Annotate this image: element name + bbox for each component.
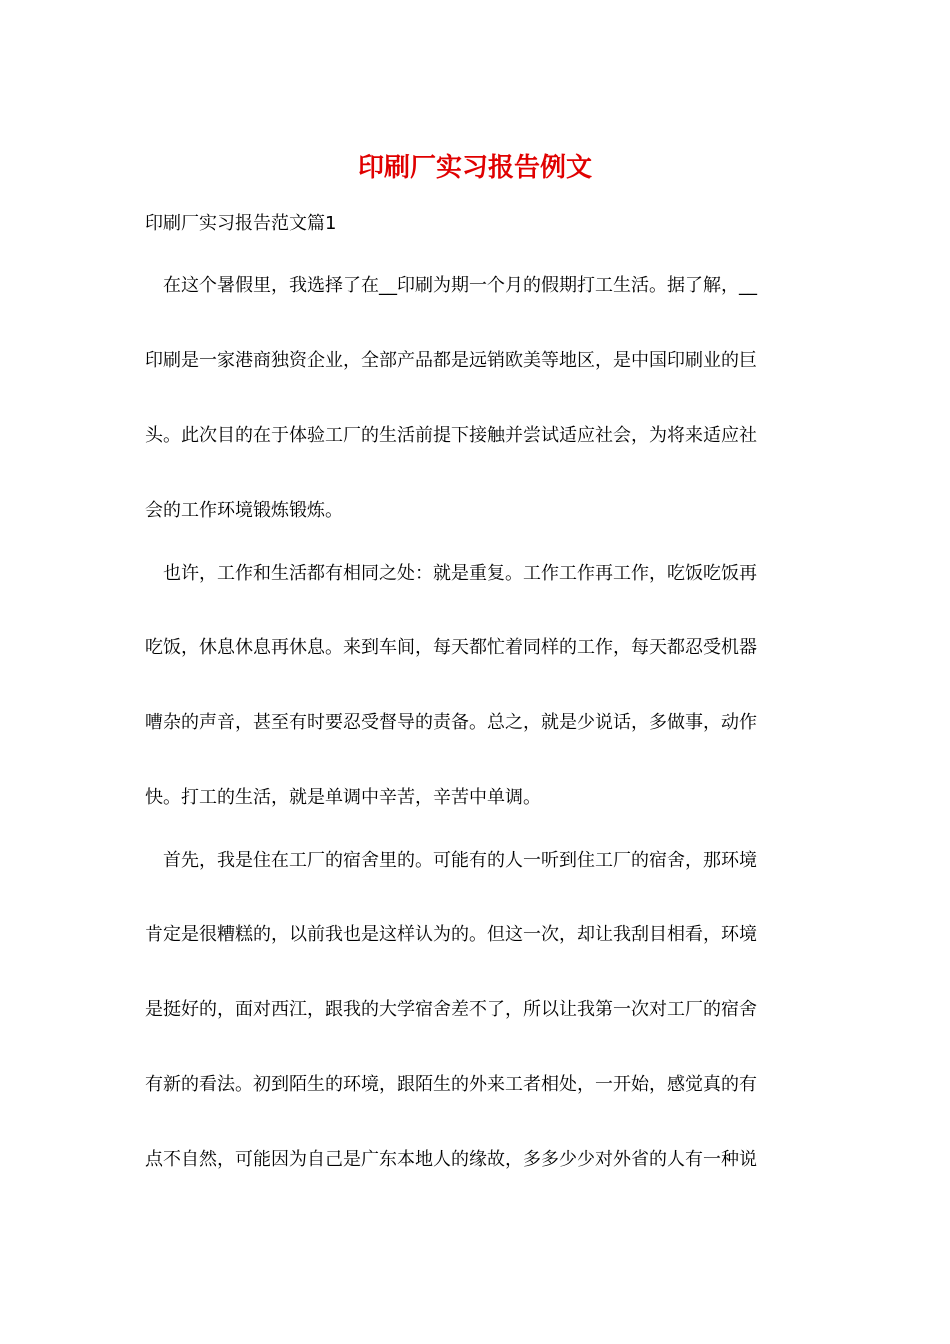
paragraph-line: 肯定是很糟糕的，以前我也是这样认为的。但这一次，却让我刮目相看，环境	[145, 924, 757, 945]
paragraph-line: 嘈杂的声音，甚至有时要忍受督导的责备。总之，就是少说话，多做事，动作	[145, 712, 757, 733]
paragraph-line: 印刷是一家港商独资企业，全部产品都是远销欧美等地区，是中国印刷业的巨	[145, 350, 757, 371]
paragraph-line: 快。打工的生活，就是单调中辛苦，辛苦中单调。	[145, 787, 541, 808]
paragraph-line: 会的工作环境锻炼锻炼。	[145, 500, 343, 521]
paragraph-line: 吃饭，休息休息再休息。来到车间，每天都忙着同样的工作，每天都忍受机器	[145, 637, 757, 658]
paragraph-line: 点不自然，可能因为自己是广东本地人的缘故，多多少少对外省的人有一种说	[145, 1149, 757, 1170]
paragraph-line: 在这个暑假里，我选择了在__印刷为期一个月的假期打工生活。据了解，__	[163, 275, 757, 296]
paragraph-line: 首先，我是住在工厂的宿舍里的。可能有的人一听到住工厂的宿舍，那环境	[163, 850, 757, 871]
paragraph-line: 头。此次目的在于体验工厂的生活前提下接触并尝试适应社会，为将来适应社	[145, 425, 757, 446]
paragraph-line: 有新的看法。初到陌生的环境，跟陌生的外来工者相处，一开始，感觉真的有	[145, 1074, 757, 1095]
paragraph-line: 是挺好的，面对西江，跟我的大学宿舍差不了，所以让我第一次对工厂的宿舍	[145, 999, 757, 1020]
paragraph-line: 也许，工作和生活都有相同之处：就是重复。工作工作再工作，吃饭吃饭再	[163, 563, 757, 584]
document-title: 印刷厂实习报告例文	[357, 153, 592, 183]
document-subtitle: 印刷厂实习报告范文篇1	[145, 213, 337, 234]
